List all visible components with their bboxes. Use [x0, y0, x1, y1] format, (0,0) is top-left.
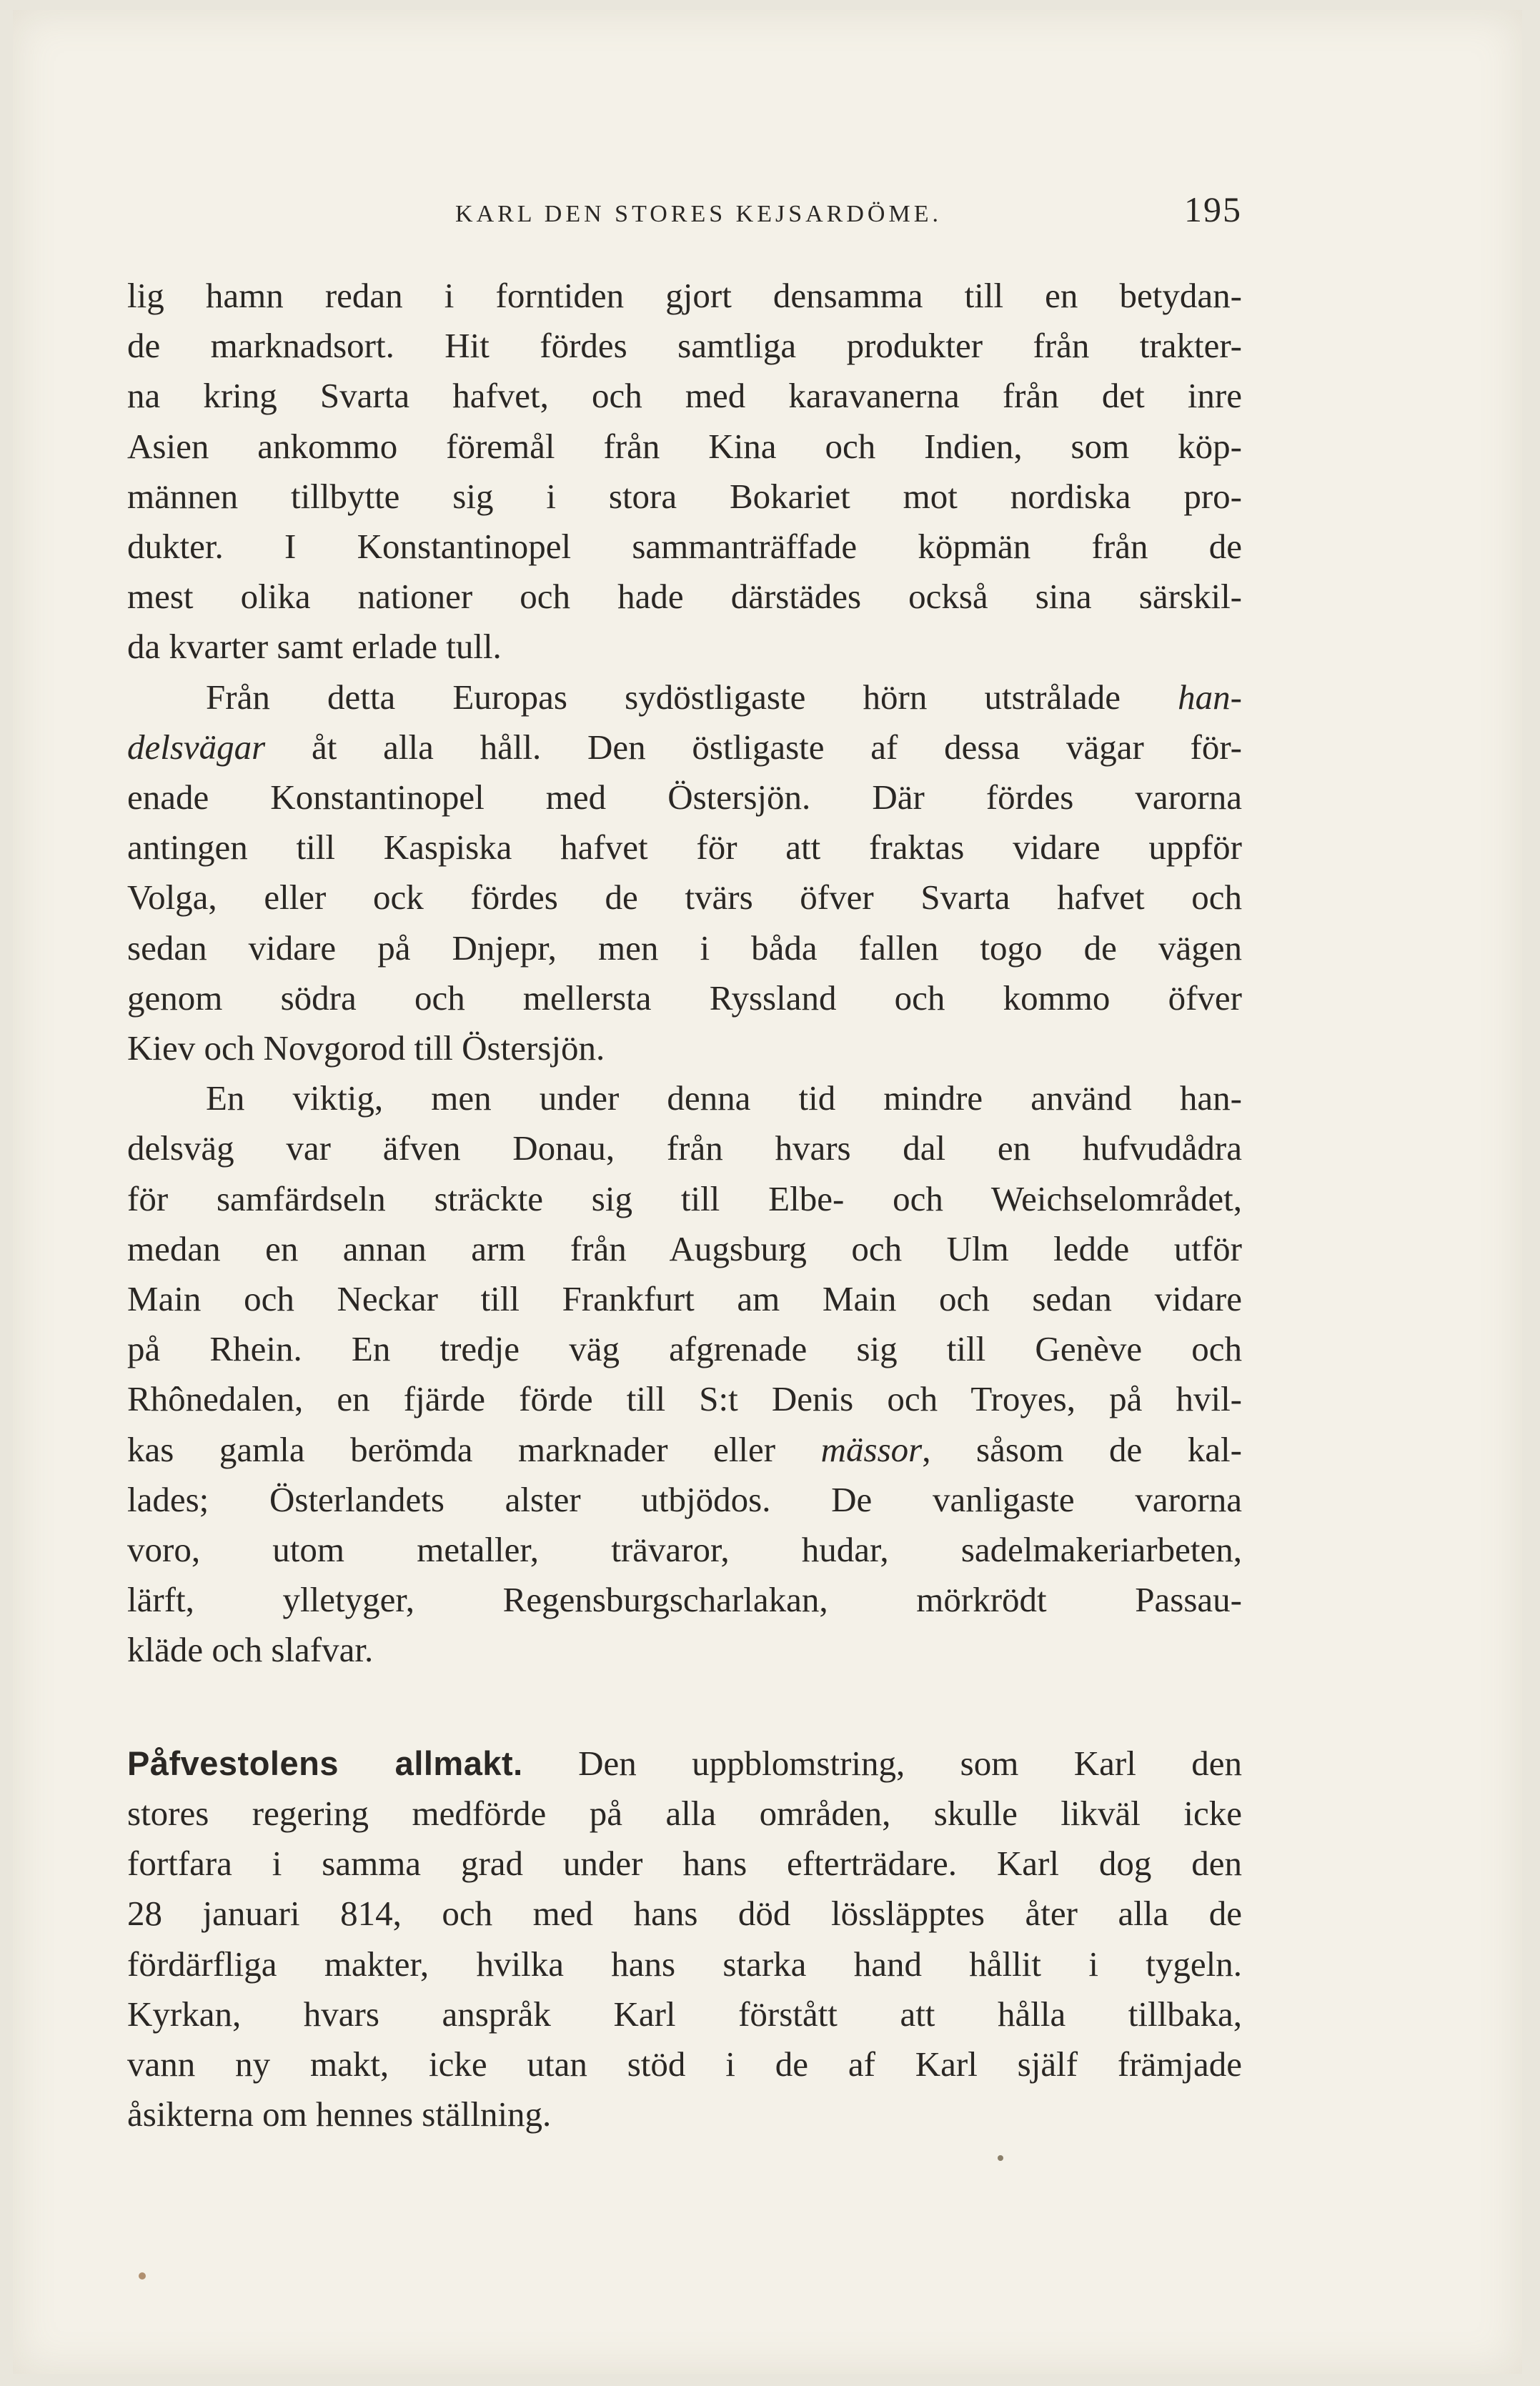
paragraph-1	[127, 271, 1242, 672]
paper-speck	[139, 2272, 146, 2280]
text-run: Den uppblomstring, som Karl den	[522, 1743, 1242, 1783]
text-line	[127, 672, 1242, 722]
text-line: männen tillbytte sig i stora Bokariet mot nordiska pro-	[127, 476, 1242, 516]
paper-speck	[998, 2155, 1003, 2161]
text-line: fortfara i samma grad under hans efterträdare. Karl dog den	[127, 1844, 1242, 1884]
text-line: Volga, eller ock fördes de tvärs öfver Svarta hafvet och	[127, 878, 1242, 918]
section-pafvestolen	[127, 1739, 1242, 2140]
italic-term: mässor	[820, 1429, 923, 1469]
text-line: fördärfliga makter, hvilka hans starka hand hållit i tygeln.	[127, 1944, 1242, 1984]
text-run: , såsom de kal-	[922, 1429, 1242, 1469]
text-line: dukter. I Konstantinopel sammanträffade köpmän från de	[127, 527, 1242, 567]
text-line: för samfärdseln sträckte sig till Elbe- och Weichselområdet,	[127, 1178, 1242, 1218]
italic-term: han-	[1178, 677, 1242, 717]
text-line: lig hamn redan i forntiden gjort densamma till en betydan-	[127, 276, 1242, 315]
text-line: kläde och slafvar.	[127, 1630, 374, 1670]
text-run: kas gamla berömda marknader eller	[127, 1429, 821, 1469]
section-heading: Påfvestolens allmakt.	[127, 1744, 523, 1782]
text-line: åsikterna om hennes ställning.	[127, 2094, 552, 2134]
text-line: lärft, ylletyger, Regensburgscharlakan, mörkrödt Passau-	[127, 1580, 1242, 1620]
text-line: delsväg var äfven Donau, från hvars dal en hufvudådra	[127, 1128, 1242, 1168]
text-line: 28 januari 814, och med hans död lössläpptes åter alla de	[127, 1894, 1242, 1934]
text-line: de marknadsort. Hit fördes samtliga produkter från trakter-	[127, 326, 1242, 366]
paragraph-2	[127, 672, 1242, 1074]
text-line: Kyrkan, hvars anspråk Karl förstått att hålla tillbaka,	[127, 1994, 1242, 2034]
text-line: Rhônedalen, en fjärde förde till S:t Denis och Troyes, på hvil-	[127, 1379, 1242, 1419]
text-line: medan en annan arm från Augsburg och Ulm ledde utför	[127, 1228, 1242, 1268]
text-line: Main och Neckar till Frankfurt am Main och sedan vidare	[127, 1279, 1242, 1319]
body-text	[127, 271, 1242, 2139]
text-line: genom södra och mellersta Ryssland och kommo öfver	[127, 978, 1242, 1018]
section-gap	[127, 1676, 1242, 1739]
text-line	[127, 1739, 1242, 1789]
text-line: antingen till Kaspiska hafvet för att fraktas vidare uppför	[127, 827, 1242, 868]
text-line: enade Konstantinopel med Östersjön. Där fördes varorna	[127, 777, 1242, 817]
text-line: na kring Svarta hafvet, och med karavanerna från det inre	[127, 376, 1242, 416]
book-page	[13, 10, 1522, 2374]
text-line: på Rhein. En tredje väg afgrenade sig till Genève och	[127, 1329, 1242, 1369]
text-line: vann ny makt, icke utan stöd i de af Karl själf främjade	[127, 2044, 1242, 2084]
italic-term: delsvägar	[127, 727, 266, 767]
text-line: mest olika nationer och hade därstädes också sina särskil-	[127, 577, 1242, 617]
text-run: Från detta Europas sydöstligaste hörn utstrålade	[206, 677, 1178, 717]
paragraph-3	[127, 1073, 1242, 1675]
text-run: åt alla håll. Den östligaste af dessa vägar för-	[265, 727, 1242, 767]
text-line: sedan vidare på Dnjepr, men i båda fallen togo de vägen	[127, 928, 1242, 968]
text-line: voro, utom metaller, trävaror, hudar, sadelmakeriarbeten,	[127, 1530, 1242, 1570]
text-line	[127, 722, 1242, 772]
running-title: KARL DEN STORES KEJSARDÖME.	[455, 201, 942, 227]
text-line: da kvarter samt erlade tull.	[127, 627, 502, 667]
text-line: En viktig, men under denna tid mindre använd han-	[206, 1078, 1242, 1118]
text-line	[127, 1425, 1242, 1475]
text-line: Kiev och Novgorod till Östersjön.	[127, 1028, 605, 1068]
running-head	[127, 189, 1242, 230]
text-line: lades; Österlandets alster utbjödos. De vanligaste varorna	[127, 1479, 1242, 1519]
page-number: 195	[1184, 189, 1242, 229]
text-line: stores regering medförde på alla områden, skulle likväl icke	[127, 1793, 1242, 1833]
text-line: Asien ankommo föremål från Kina och Indien, som köp-	[127, 426, 1242, 466]
